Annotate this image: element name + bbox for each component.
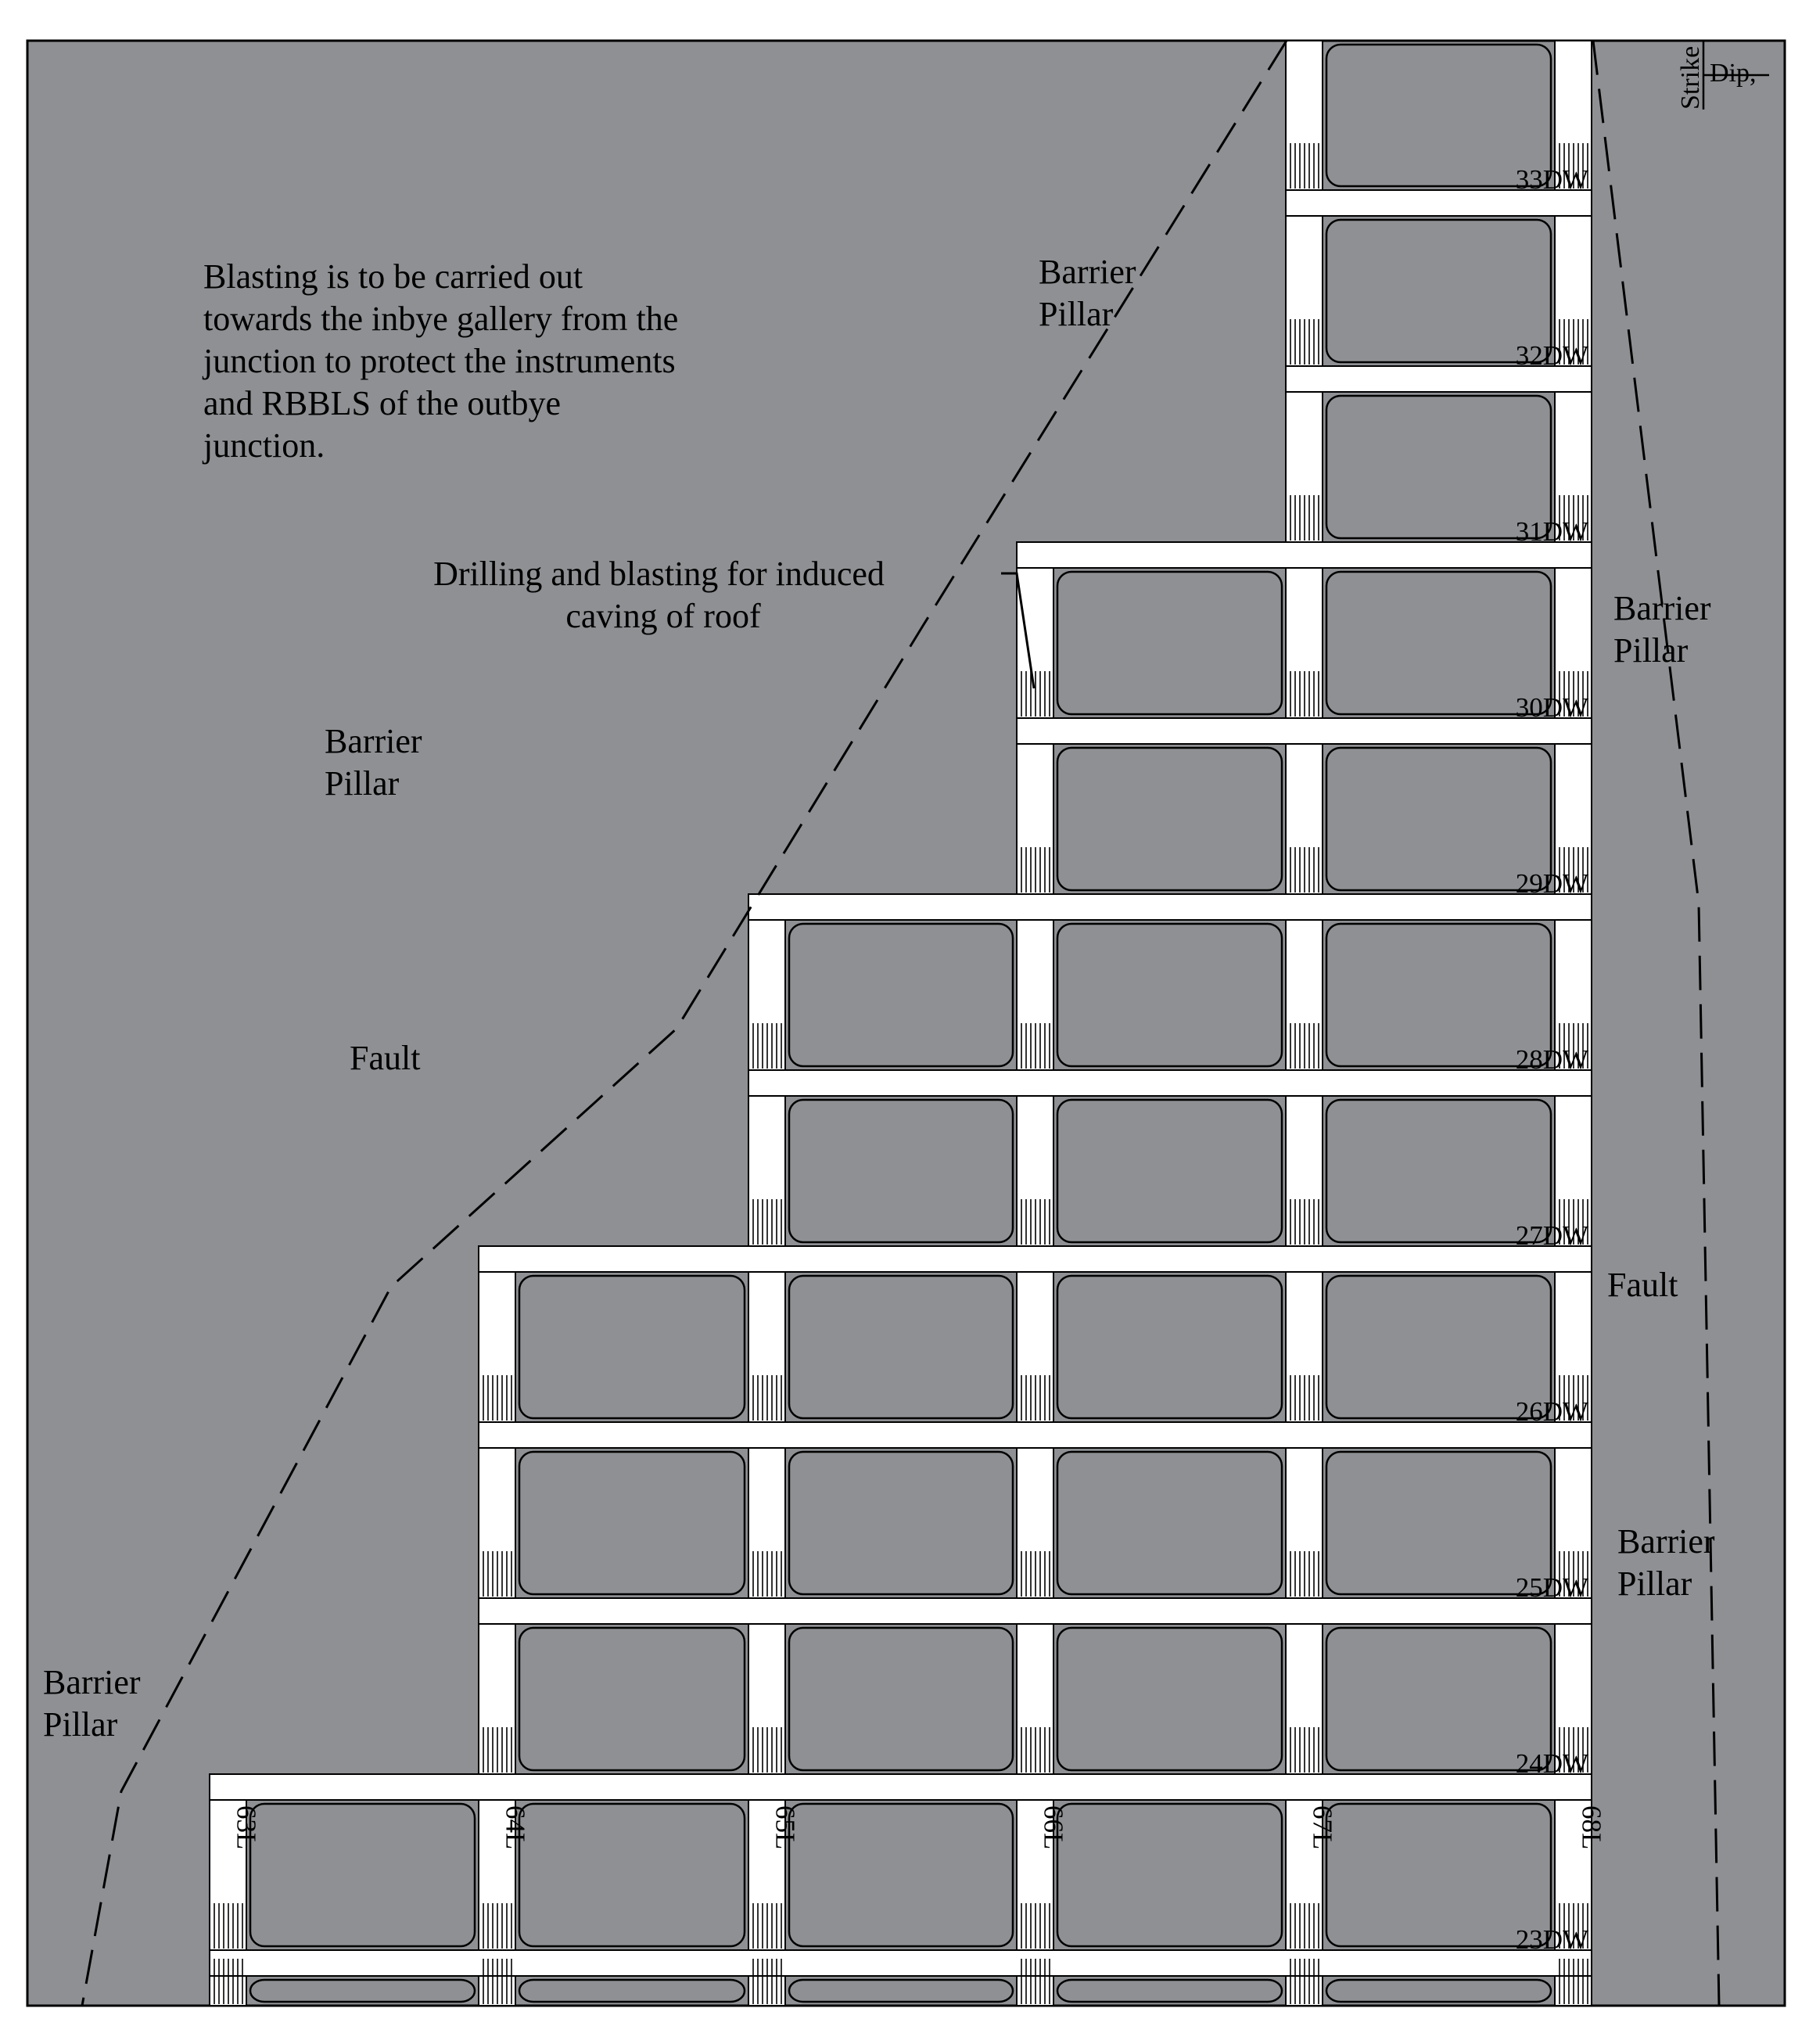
support-hatch: [1021, 1199, 1050, 1245]
dip-gallery-road: [479, 1422, 1592, 1448]
support-hatch: [1021, 1727, 1050, 1773]
coal-pillar: [1057, 572, 1282, 714]
support-hatch: [483, 1959, 511, 2004]
blasting-note-line: and RBBLS of the outbye: [203, 384, 562, 422]
coal-pillar: [1057, 1452, 1282, 1594]
barrier-pillar-word: Pillar: [43, 1705, 118, 1744]
coal-pillar: [1057, 748, 1282, 890]
dip-gallery-road: [479, 1598, 1592, 1624]
coal-pillar: [1326, 1980, 1551, 2002]
dip-gallery-road: [1017, 718, 1592, 744]
coal-pillar: [789, 1628, 1013, 1770]
support-hatch: [1290, 847, 1319, 893]
level-gallery-road: [479, 1246, 515, 2006]
support-hatch: [753, 1959, 781, 2004]
support-hatch: [1290, 1959, 1319, 2004]
support-hatch: [1290, 319, 1319, 365]
fault-label-left: Fault: [350, 1039, 421, 1077]
dip-gallery-label: 24DW: [1515, 1748, 1588, 1779]
support-hatch: [1021, 1551, 1050, 1597]
level-gallery-label: 66L: [1038, 1805, 1069, 1850]
support-hatch: [1021, 671, 1050, 717]
barrier-pillar-word: Pillar: [325, 764, 400, 803]
support-hatch: [1021, 1023, 1050, 1069]
support-hatch: [753, 1023, 781, 1069]
dip-gallery-label: 31DW: [1515, 516, 1588, 547]
support-hatch: [753, 1903, 781, 1949]
barrier-pillar-word: Pillar: [1613, 631, 1689, 670]
coal-pillar: [789, 1452, 1013, 1594]
dip-gallery-road: [1017, 542, 1592, 568]
dip-gallery-label: 32DW: [1515, 340, 1588, 371]
dip-label: Dip,: [1710, 59, 1757, 88]
dip-gallery-label: 27DW: [1515, 1220, 1588, 1251]
dip-gallery-label: 28DW: [1515, 1044, 1588, 1075]
level-gallery-label: 63L: [231, 1805, 262, 1850]
barrier-pillar-word: Barrier: [43, 1663, 141, 1701]
support-hatch: [1021, 1903, 1050, 1949]
support-hatch: [1290, 1903, 1319, 1949]
coal-pillar: [519, 1628, 745, 1770]
support-hatch: [1021, 1375, 1050, 1421]
strike-label: Strike: [1676, 45, 1705, 110]
drilling-note-line: Drilling and blasting for induced: [433, 555, 885, 593]
coal-pillar: [519, 1276, 745, 1418]
dip-gallery-road: [748, 1070, 1592, 1096]
level-gallery-label: 68L: [1576, 1805, 1607, 1850]
coal-pillar: [789, 1980, 1013, 2002]
dip-gallery-road: [479, 1246, 1592, 1272]
support-hatch: [1021, 847, 1050, 893]
support-hatch: [1290, 1727, 1319, 1773]
coal-pillar: [250, 1804, 475, 1946]
support-hatch: [1021, 1959, 1050, 2004]
coal-pillar: [1057, 1276, 1282, 1418]
support-hatch: [214, 1959, 242, 2004]
support-hatch: [1290, 671, 1319, 717]
blasting-note-line: towards the inbye gallery from the: [203, 300, 679, 338]
dip-gallery-label: 33DW: [1515, 164, 1588, 195]
support-hatch: [1290, 1551, 1319, 1597]
barrier-pillar-word: Pillar: [1039, 295, 1114, 333]
support-hatch: [753, 1727, 781, 1773]
support-hatch: [483, 1903, 511, 1949]
support-hatch: [1290, 1199, 1319, 1245]
support-hatch: [753, 1375, 781, 1421]
coal-pillar: [1057, 924, 1282, 1066]
level-gallery-label: 67L: [1307, 1805, 1338, 1850]
coal-pillar: [519, 1452, 745, 1594]
coal-pillar: [789, 1276, 1013, 1418]
barrier-pillar-word: Barrier: [1613, 589, 1711, 627]
coal-pillar: [789, 1100, 1013, 1242]
barrier-pillar-word: Barrier: [325, 722, 422, 760]
barrier-pillar-word: Barrier: [1039, 253, 1136, 291]
coal-pillar: [1057, 1100, 1282, 1242]
drilling-note-line: caving of roof: [565, 597, 761, 635]
support-hatch: [483, 1727, 511, 1773]
support-hatch: [1290, 1023, 1319, 1069]
blasting-note-line: Blasting is to be carried out: [203, 257, 583, 296]
coal-pillar: [1057, 1628, 1282, 1770]
support-hatch: [1290, 1375, 1319, 1421]
dip-gallery-label: 25DW: [1515, 1572, 1588, 1603]
level-gallery-label: 65L: [770, 1805, 801, 1850]
support-hatch: [483, 1375, 511, 1421]
support-hatch: [483, 1551, 511, 1597]
coal-pillar: [789, 1804, 1013, 1946]
coal-pillar: [1057, 1980, 1282, 2002]
dip-gallery-road: [748, 894, 1592, 920]
blasting-note-line: junction.: [203, 426, 325, 465]
coal-pillar: [519, 1804, 745, 1946]
support-hatch: [753, 1199, 781, 1245]
coal-pillar: [1057, 1804, 1282, 1946]
dip-gallery-label: 29DW: [1515, 868, 1588, 899]
coal-pillar: [250, 1980, 475, 2002]
support-hatch: [1290, 495, 1319, 541]
barrier-pillar-word: Pillar: [1617, 1564, 1692, 1603]
support-hatch: [1560, 1959, 1588, 2004]
dip-gallery-road: [210, 1774, 1592, 1800]
dip-gallery-road: [210, 1950, 1592, 1976]
coal-pillar: [789, 924, 1013, 1066]
coal-pillar: [519, 1980, 745, 2002]
support-hatch: [753, 1551, 781, 1597]
barrier-pillar-word: Barrier: [1617, 1522, 1715, 1561]
dip-gallery-label: 23DW: [1515, 1924, 1588, 1955]
level-gallery-label: 64L: [500, 1805, 531, 1850]
fault-label-right: Fault: [1607, 1266, 1678, 1304]
blasting-note-line: junction to protect the instruments: [203, 342, 676, 380]
support-hatch: [214, 1903, 242, 1949]
dip-gallery-label: 26DW: [1515, 1396, 1588, 1427]
dip-gallery-label: 30DW: [1515, 692, 1588, 723]
support-hatch: [1290, 143, 1319, 189]
